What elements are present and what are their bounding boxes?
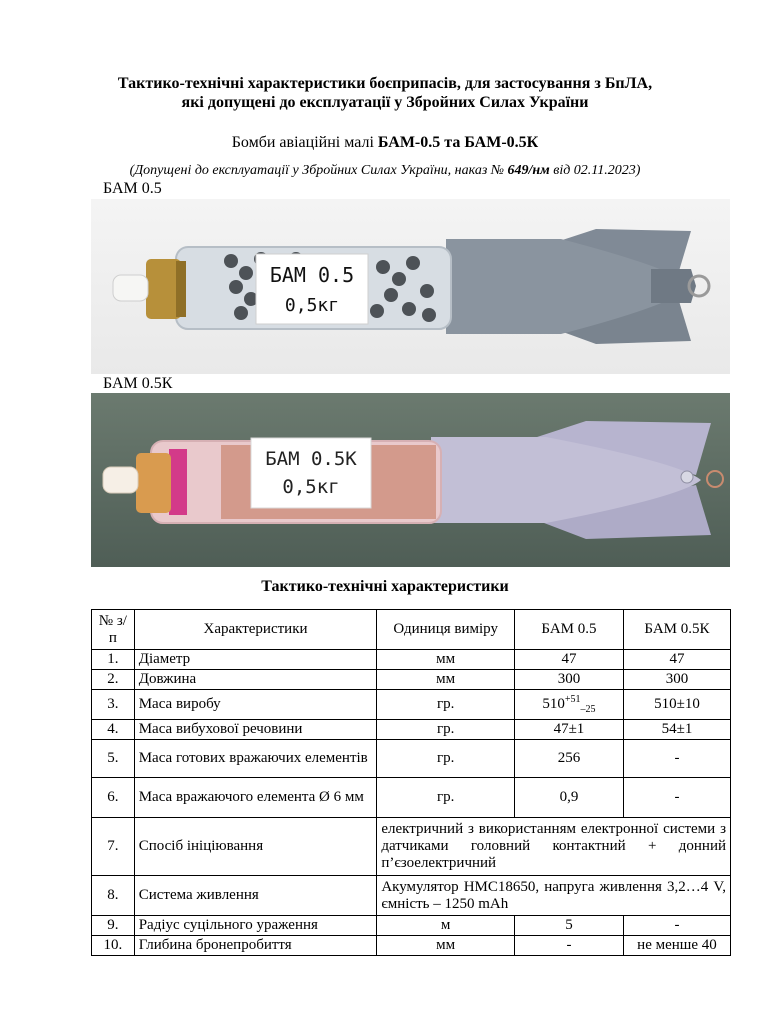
row-num: 10. xyxy=(92,936,135,956)
row-bam05k: 54±1 xyxy=(623,720,730,740)
document-subtitle xyxy=(60,134,710,152)
brass-cap xyxy=(146,259,181,319)
row-name: Система живлення xyxy=(134,876,377,916)
photo-bam05 xyxy=(91,199,730,374)
row-name: Довжина xyxy=(134,670,377,690)
row-bam05k: 510±10 xyxy=(623,690,730,720)
row-unit: м xyxy=(377,916,515,936)
row-name: Радіус суцільного ураження xyxy=(134,916,377,936)
orange-cap xyxy=(136,453,171,513)
order-prefix: (Допущені до експлуатації у Збройних Силах України, наказ № xyxy=(129,163,508,178)
table-row xyxy=(92,740,731,778)
row-unit: мм xyxy=(377,650,515,670)
mass-tolerance-minus: –25 xyxy=(580,704,596,715)
subtitle-prefix: Бомби авіаційні малі xyxy=(231,134,378,151)
title-line-1: Тактико-технічні характеристики боєприпасів, для застосування з БпЛА, xyxy=(117,75,653,92)
row-bam05k: не менше 40 xyxy=(623,936,730,956)
label-line-2: 0,5кг xyxy=(282,476,340,498)
row-bam05: 47 xyxy=(514,650,623,670)
header-num: № з/п xyxy=(92,610,135,650)
mass-tolerance-plus: +51 xyxy=(564,694,581,705)
row-num: 8. xyxy=(92,876,135,916)
row-unit: гр. xyxy=(377,720,515,740)
row-num: 4. xyxy=(92,720,135,740)
photo-caption-bam05: БАМ 0.5 xyxy=(103,180,162,197)
row-num: 9. xyxy=(92,916,135,936)
table-row xyxy=(92,778,731,818)
row-name: Спосіб ініціювання xyxy=(134,818,377,876)
header-bam05: БАМ 0.5 xyxy=(514,610,623,650)
row-unit: гр. xyxy=(377,740,515,778)
table-title: Тактико-технічні характеристики xyxy=(261,578,509,595)
row-merged-value: електричний з використанням електронної системи з датчиками головний контактний + донний п’єзоелектричний xyxy=(377,818,731,876)
header-bam05k: БАМ 0.5К xyxy=(623,610,730,650)
table-row xyxy=(92,916,731,936)
tail-ring xyxy=(707,471,723,487)
label-line-1: БАМ 0.5 xyxy=(269,263,355,287)
row-bam05k: - xyxy=(623,740,730,778)
row-bam05k: 300 xyxy=(623,670,730,690)
row-name: Маса готових вражаючих елементів xyxy=(134,740,377,778)
table-row xyxy=(92,936,731,956)
row-num: 5. xyxy=(92,740,135,778)
cap-ring xyxy=(176,261,186,317)
row-bam05: 300 xyxy=(514,670,623,690)
label-line-2: 0,5кг xyxy=(284,295,340,316)
row-bam05k: 47 xyxy=(623,650,730,670)
specs-table xyxy=(91,609,731,956)
row-unit: гр. xyxy=(377,778,515,818)
header-unit: Одиниця виміру xyxy=(377,610,515,650)
table-header-row xyxy=(92,610,731,650)
table-row xyxy=(92,720,731,740)
row-num: 6. xyxy=(92,778,135,818)
row-bam05: 5 xyxy=(514,916,623,936)
row-num: 3. xyxy=(92,690,135,720)
table-row xyxy=(92,876,731,916)
row-bam05: 47±1 xyxy=(514,720,623,740)
row-name: Маса вибухової речовини xyxy=(134,720,377,740)
table-row xyxy=(92,670,731,690)
header-characteristic: Характеристики xyxy=(134,610,377,650)
order-suffix: від 02.11.2023) xyxy=(549,163,641,178)
row-bam05: 0,9 xyxy=(514,778,623,818)
row-bam05k: - xyxy=(623,916,730,936)
row-unit: мм xyxy=(377,670,515,690)
row-bam05: 256 xyxy=(514,740,623,778)
fuse-tip xyxy=(103,467,138,493)
row-name: Діаметр xyxy=(134,650,377,670)
table-row xyxy=(92,818,731,876)
row-num: 2. xyxy=(92,670,135,690)
row-name: Глибина бронепробиття xyxy=(134,936,377,956)
photo-bam05k xyxy=(91,393,730,567)
row-num: 7. xyxy=(92,818,135,876)
order-note xyxy=(60,163,710,179)
title-line-2: які допущені до експлуатації у Збройних Силах України xyxy=(181,94,589,111)
magenta-band xyxy=(169,449,187,515)
row-bam05k: - xyxy=(623,778,730,818)
photo-caption-bam05k: БАМ 0.5К xyxy=(103,375,173,392)
mass-base: 510 xyxy=(542,696,565,712)
order-number: 649/нм xyxy=(507,163,550,178)
document-title xyxy=(60,74,710,112)
row-name: Маса виробу xyxy=(134,690,377,720)
label-line-1: БАМ 0.5К xyxy=(265,448,357,470)
row-bam05: - xyxy=(514,936,623,956)
row-num: 1. xyxy=(92,650,135,670)
table-row xyxy=(92,690,731,720)
fuse-tip xyxy=(113,275,148,301)
row-name: Маса вражаючого елемента Ø 6 мм xyxy=(134,778,377,818)
subtitle-bold: БАМ-0.5 та БАМ-0.5К xyxy=(377,134,539,151)
row-unit: мм xyxy=(377,936,515,956)
table-row xyxy=(92,650,731,670)
row-unit: гр. xyxy=(377,690,515,720)
tail-screw xyxy=(681,471,693,483)
row-merged-value: Акумулятор НМС18650, напруга живлення 3,2…4 V, ємність – 1250 mAh xyxy=(377,876,731,916)
row-bam05 xyxy=(514,690,623,720)
